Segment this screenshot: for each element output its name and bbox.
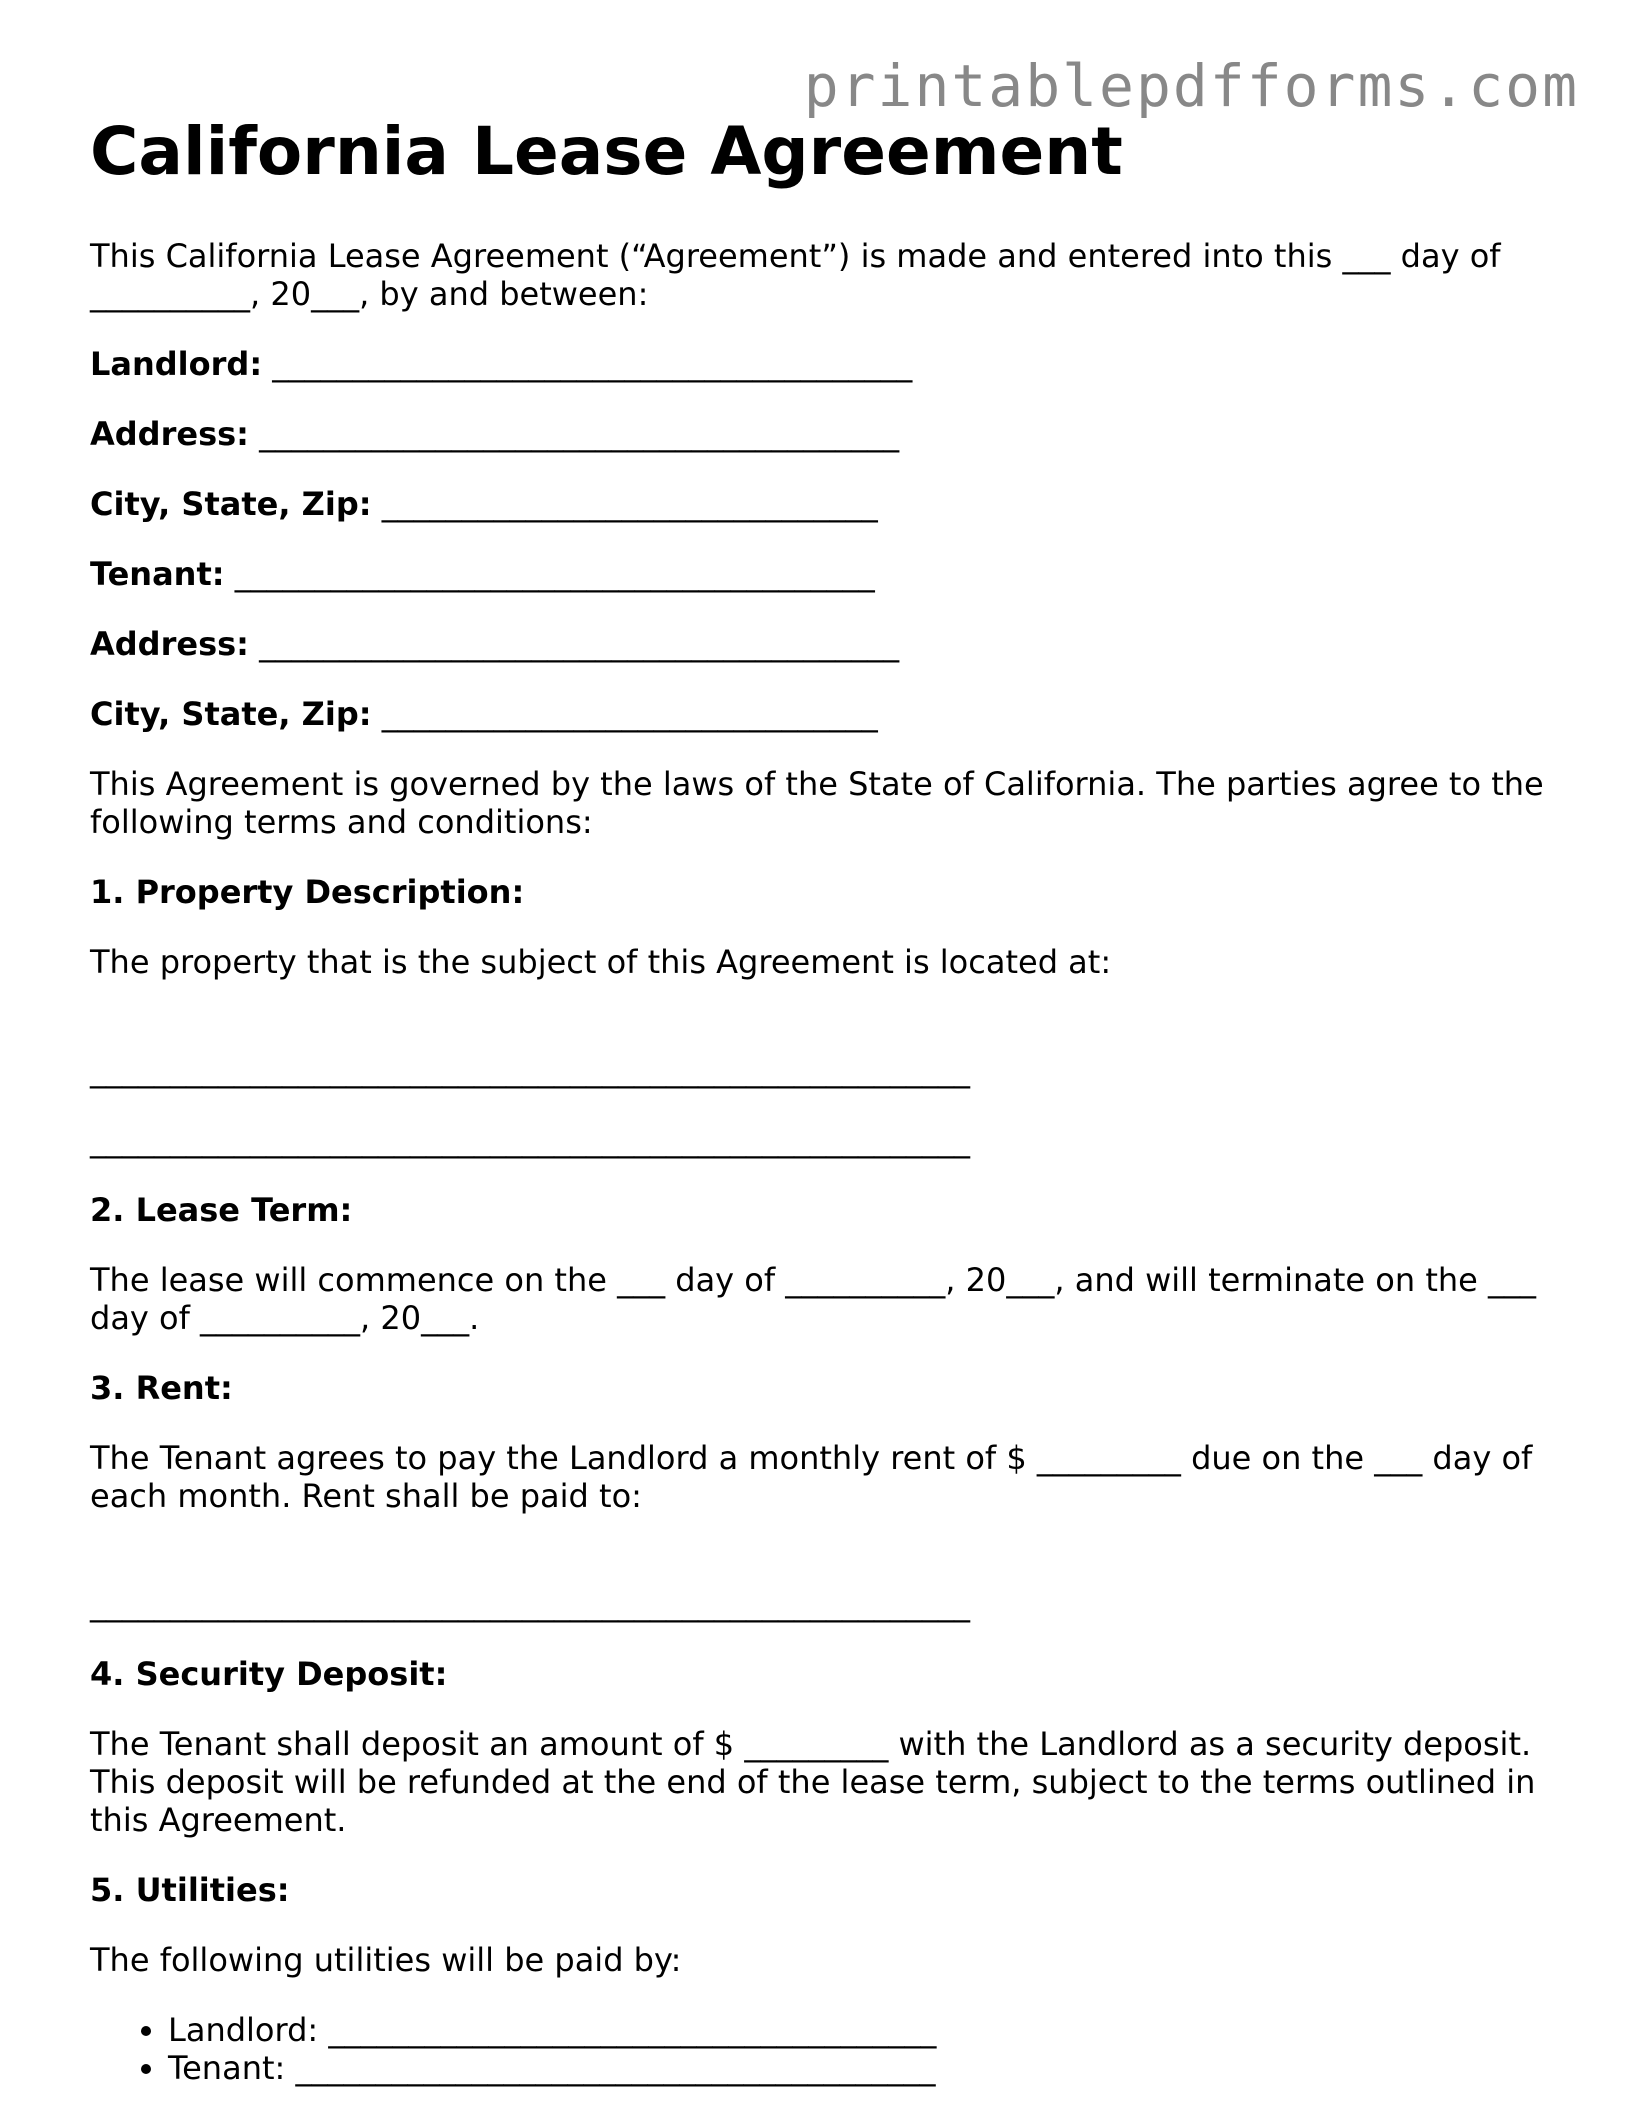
field-label: Address: [90,625,249,664]
section-heading-lease-term: 2. Lease Term: [90,1191,353,1230]
tenant-field[interactable] [90,555,1560,593]
property-address-line-1[interactable]: _______________________________________________________ [90,1051,970,1090]
intro-paragraph: This California Lease Agreement (“Agreement”) is made and entered into this ___ day of __________, 20___, by and between: [90,237,1501,314]
governing-law-paragraph: This Agreement is governed by the laws of the State of California. The parties agree to the following terms and conditions: [90,765,1544,842]
list-item[interactable]: • Landlord: ______________________________________ [168,2011,1560,2049]
watermark: printablepdfforms.com [803,52,1579,120]
field-label: City, State, Zip: [90,485,372,524]
section-heading-rent: 3. Rent: [90,1369,233,1408]
tenant-city-field[interactable] [90,695,1560,733]
security-deposit-text: The Tenant shall deposit an amount of $ _________ with the Landlord as a security deposit. This deposit will be refunded at the end of the lease term, subject to the terms outlined in this Agreement. [90,1725,1536,1840]
section-heading-security-deposit: 4. Security Deposit: [90,1655,448,1694]
property-address-line-2[interactable]: _______________________________________________________ [90,1121,970,1160]
rent-payee-line[interactable]: _______________________________________________________ [90,1585,970,1624]
lease-term-text: The lease will commence on the ___ day of __________, 20___, and will terminate on the ___ day of __________, 20___. [90,1261,1536,1338]
utilities-list [90,2011,1560,2087]
document-page [90,112,1560,2087]
field-blank[interactable]: ________________________________________ [272,345,913,384]
landlord-address-field[interactable] [90,415,1560,453]
utilities-text: The following utilities will be paid by: [90,1941,682,1980]
section-heading-utilities: 5. Utilities: [90,1871,290,1910]
field-blank[interactable]: ________________________________________ [259,415,900,454]
landlord-city-field[interactable] [90,485,1560,523]
field-blank[interactable]: _______________________________ [381,695,878,734]
tenant-address-field[interactable] [90,625,1560,663]
landlord-field[interactable] [90,345,1560,383]
field-blank[interactable]: _______________________________ [381,485,878,524]
field-label: City, State, Zip: [90,695,372,734]
field-blank[interactable]: ________________________________________ [259,625,900,664]
page-title: California Lease Agreement [90,113,1123,190]
field-label: Tenant: [90,555,225,594]
field-blank[interactable]: ________________________________________ [234,555,875,594]
rent-text: The Tenant agrees to pay the Landlord a monthly rent of $ _________ due on the ___ day of each month. Rent shall be paid to: [90,1439,1533,1516]
field-label: Landlord: [90,345,263,384]
field-label: Address: [90,415,249,454]
list-item[interactable]: • Tenant: ________________________________________ [168,2049,1560,2087]
section-heading-property: 1. Property Description: [90,873,525,912]
property-text: The property that is the subject of this Agreement is located at: [90,943,1112,982]
